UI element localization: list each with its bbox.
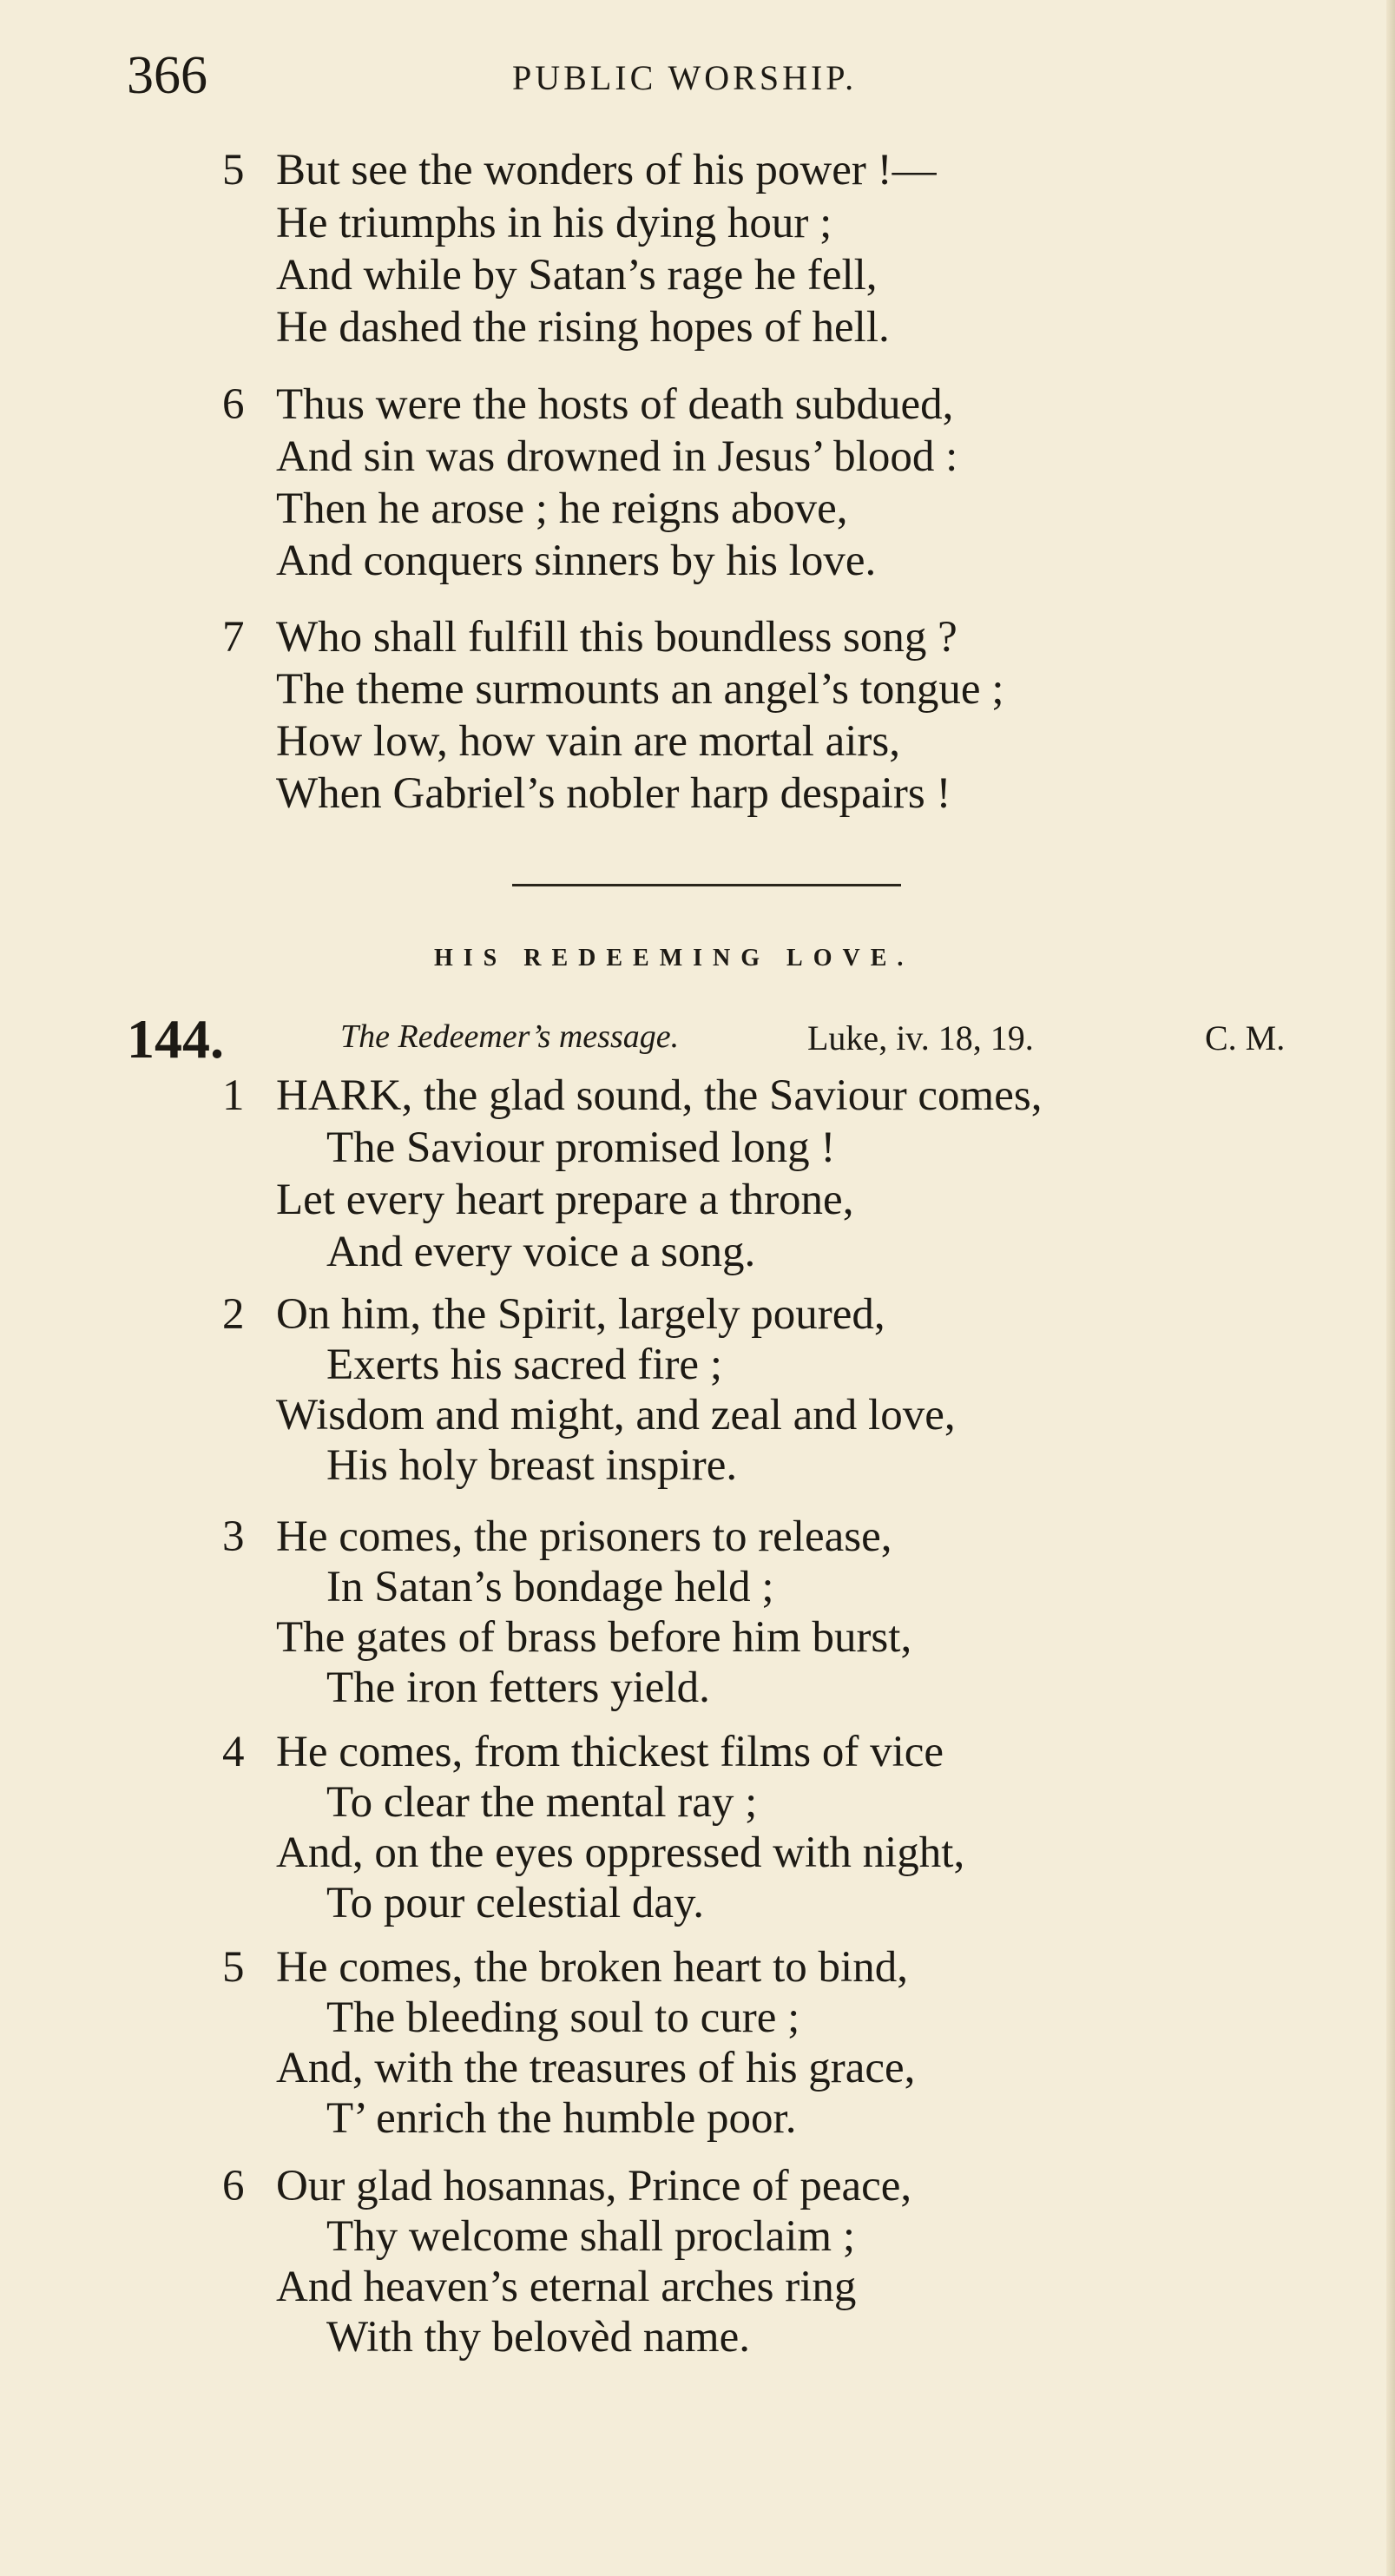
stanza-number: 6	[222, 2162, 245, 2210]
hymn-title: The Redeemer’s message.	[340, 1018, 680, 1055]
page-edge	[1386, 0, 1395, 2576]
stanza-number: 2	[222, 1290, 245, 1339]
stanza-number: 6	[222, 380, 245, 429]
hymn-meter: C. M.	[1205, 1018, 1286, 1057]
section-divider	[512, 884, 901, 886]
hymn-number: 144.	[127, 1008, 224, 1070]
stanza-number: 1	[222, 1071, 245, 1120]
page-number: 366	[127, 46, 207, 105]
stanza-number: 3	[222, 1512, 245, 1561]
stanza-number: 5	[222, 146, 245, 194]
scripture-reference: Luke, iv. 18, 19.	[807, 1018, 1034, 1057]
stanza-number: 5	[222, 1943, 245, 1992]
stanza-number: 7	[222, 613, 245, 662]
section-title: HIS REDEEMING LOVE.	[434, 945, 914, 972]
running-head: PUBLIC WORSHIP.	[512, 58, 858, 97]
stanza-number: 4	[222, 1728, 245, 1776]
book-page: 366 PUBLIC WORSHIP. 5 But see the wonders of his power !— He triumphs in his dying hour ; And while by Satan’s rage he fell, He dashed the rising hopes of hell. 6 Thus were the hosts of death subdued, And sin was drowned in Jesus’ blood : Then he arose ; he reigns above, And conquers sinners by his love. 7 Who shall fulfill this boundless song ? The theme surmounts an angel’s tongue ; How low, how vain are mortal airs, When Gabriel’s nobler harp despairs ! HIS REDEEMING LOVE. 144. The Redeemer’s message. Luke, iv. 18, 19. C. M. 1 HARK, the glad sound, the Saviour comes, The Saviour promised long ! Let every heart prepare a throne, And every voice a song. 2 On him, the Spirit, largely poured, Exerts his sacred fire ; Wisdom and might, and zeal and love, His holy breast inspire. 3 He comes, the prisoners to release, In Satan’s bondage held ; The gates of brass before him burst, The iron fetters yield. 4 He comes, from thickest films of vice To clear the mental ray ; And, on the eyes oppressed with night, To pour celestial day. 5 He comes, the broken heart to bind, The bleeding soul to cure ; And, with the treasures of his grace, T’ enrich the humble poor. 6 Our glad hosannas, Prince of peace, Thy welcome shall proclaim ; And heaven’s eternal arches ring With thy belovèd name.	[0, 0, 1395, 2576]
